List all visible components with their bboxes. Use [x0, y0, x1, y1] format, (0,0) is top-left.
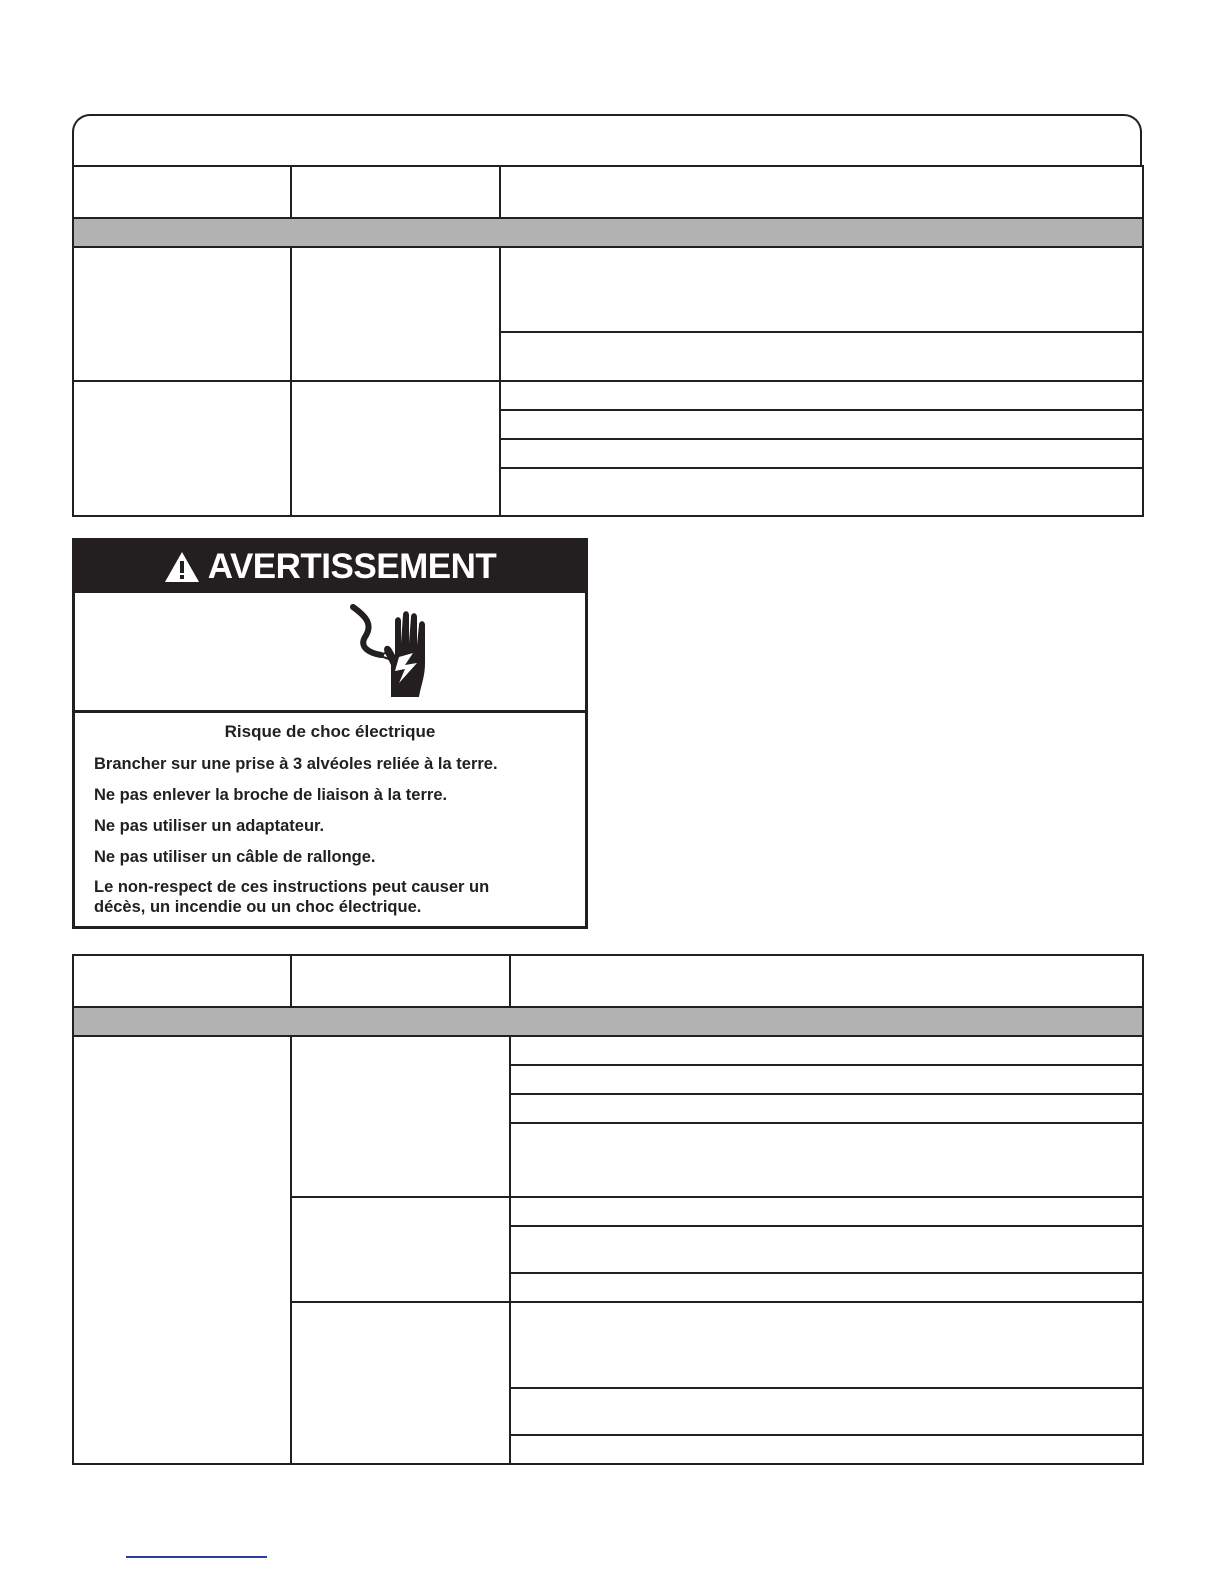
table-cell [510, 1094, 1143, 1123]
table-cell [510, 1197, 1143, 1226]
section-band [73, 218, 1143, 247]
header-cell [510, 955, 1143, 1007]
warning-title: AVERTISSEMENT [207, 547, 497, 586]
warning-consequence: Le non-respect de ces instructions peut causer un décès, un incendie ou un choc électrique. [94, 878, 490, 916]
table-cell [510, 1065, 1143, 1094]
warning-line: Brancher sur une prise à 3 alvéoles reliée à la terre. [94, 755, 498, 773]
top-table-title-bar [72, 114, 1142, 167]
bottom-troubleshooting-table [72, 954, 1144, 1465]
table-cell [73, 247, 291, 381]
table-cell [500, 332, 1143, 381]
table-cell [510, 1388, 1143, 1435]
warning-triangle-icon [164, 551, 200, 583]
table-row [73, 1036, 1143, 1065]
header-cell [291, 166, 500, 218]
table-cell [500, 410, 1143, 439]
table-cell [500, 247, 1143, 332]
warning-box [72, 538, 588, 929]
warning-line: Ne pas utiliser un câble de rallonge. [94, 848, 376, 866]
table-header-row [73, 955, 1143, 1007]
table-cell [510, 1123, 1143, 1197]
header-cell [73, 955, 291, 1007]
table-cell [291, 1036, 510, 1197]
warning-line: Ne pas enlever la broche de liaison à la terre. [94, 786, 448, 804]
warning-banner [75, 541, 585, 593]
warning-line: Ne pas utiliser un adaptateur. [94, 817, 325, 835]
table-cell [500, 381, 1143, 410]
table-cell [510, 1226, 1143, 1273]
header-cell [73, 166, 291, 218]
table-cell [500, 468, 1143, 516]
table-cell [73, 381, 291, 516]
electric-shock-hand-icon [347, 603, 439, 698]
footer-link-underline[interactable] [126, 1556, 267, 1558]
table-row [73, 381, 1143, 410]
table-cell [510, 1036, 1143, 1065]
section-band-row [73, 1007, 1143, 1036]
header-cell [291, 955, 510, 1007]
top-troubleshooting-table [72, 165, 1144, 517]
warning-symbol-area [75, 593, 585, 713]
table-cell [500, 439, 1143, 468]
table-cell [510, 1273, 1143, 1302]
table-cell [291, 1302, 510, 1464]
table-cell [291, 1197, 510, 1302]
table-cell [510, 1435, 1143, 1464]
table-cell [291, 247, 500, 381]
section-band-row [73, 218, 1143, 247]
table-cell [510, 1302, 1143, 1388]
table-cell [73, 1036, 291, 1464]
section-band [73, 1007, 1143, 1036]
table-header-row [73, 166, 1143, 218]
header-cell [500, 166, 1143, 218]
table-row [73, 247, 1143, 332]
table-cell [291, 381, 500, 516]
warning-heading: Risque de choc électrique [224, 722, 436, 741]
